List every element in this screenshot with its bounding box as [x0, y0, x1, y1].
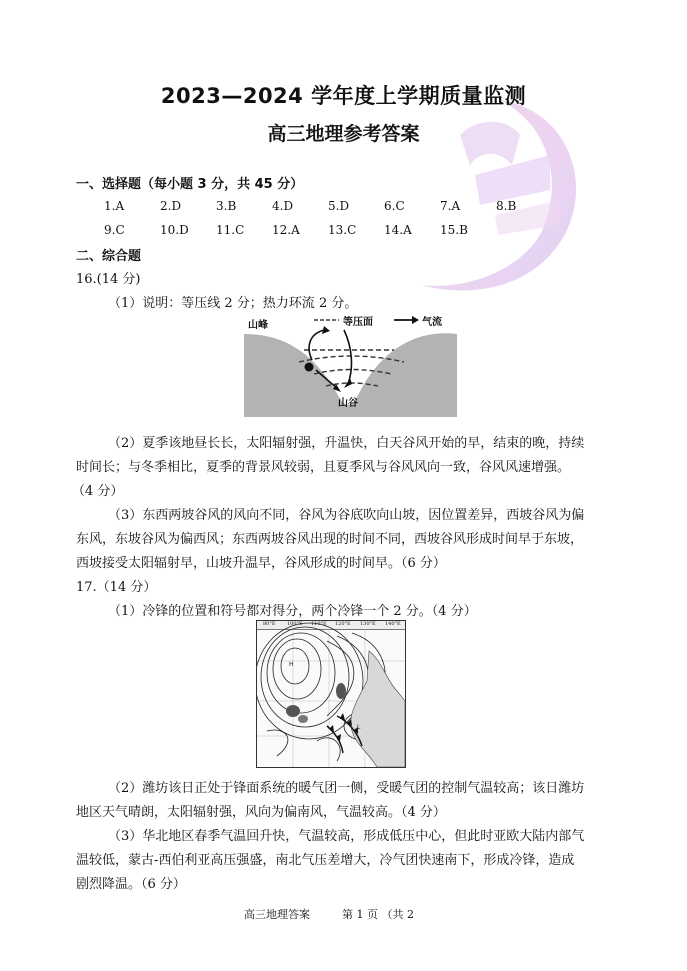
answer-6: 6.C — [384, 199, 405, 213]
answer-5: 5.D — [328, 199, 350, 213]
map-label-100e: 100°E — [287, 621, 303, 627]
airflow-label: 气流 — [422, 317, 442, 328]
peak-label: 山峰 — [248, 320, 268, 331]
answer-14: 14.A — [384, 223, 412, 237]
footer-page-number: 第 1 页 （共 2 — [342, 908, 414, 921]
answer-7: 7.A — [440, 199, 461, 213]
svg-text:L: L — [357, 724, 361, 731]
q16-p3-line2: 东风，东坡谷风为偏西风；东西两坡谷风出现的时间不同，西坡谷风形成时间早于东坡， — [76, 532, 584, 547]
q17-p3-line2: 温较低，蒙古-西伯利亚高压强盛，南北气压差增大，冷气团快速南下，形成冷锋，造成 — [76, 853, 575, 868]
q16-p3-line3: 西坡接受太阳辐射早，山坡升温早，谷风形成的时间早。（6 分） — [76, 556, 446, 571]
answer-8: 8.B — [496, 199, 517, 213]
q17-p3-line1: （3）华北地区春季气温回升快，气温较高，形成低压中心，但此时亚欧大陆内部气 — [108, 829, 585, 844]
answer-9: 9.C — [104, 223, 125, 237]
footer-title: 高三地理答案 — [244, 908, 310, 921]
q16-header: 16.(14 分) — [76, 272, 141, 287]
svg-text:H: H — [289, 661, 294, 668]
answer-11: 11.C — [216, 223, 245, 237]
map-label-130e: 130°E — [360, 621, 376, 627]
q16-p2-line1: （2）夏季该地昼长长，太阳辐射强，升温快，白天谷风开始的早，结束的晚，持续 — [108, 436, 585, 451]
map-label-140e: 140°E — [385, 621, 401, 627]
q17-p3-line3: 剧烈降温。（6 分） — [76, 877, 186, 892]
answer-2: 2.D — [160, 199, 182, 213]
q17-header: 17.（14 分） — [76, 580, 157, 595]
map-label-120e: 120°E — [335, 621, 351, 627]
weather-map — [256, 620, 406, 768]
valley-breeze-diagram — [244, 312, 457, 417]
page-title: 2023—2024 学年度上学期质量监测 — [160, 84, 527, 108]
answer-3: 3.B — [216, 199, 237, 213]
map-label-80e: 80°E — [263, 621, 276, 627]
page-subtitle: 高三地理参考答案 — [267, 123, 420, 145]
isobar-label: 等压面 — [343, 317, 373, 328]
q17-p1: （1）冷锋的位置和符号都对得分，两个冷锋一个 2 分。（4 分） — [108, 604, 477, 619]
answer-10: 10.D — [160, 223, 189, 237]
valley-label: 山谷 — [338, 398, 358, 409]
q16-p3-line1: （3）东西两坡谷风的风向不同，谷风为谷底吹向山坡，因位置差异，西坡谷风为偏 — [108, 508, 585, 523]
answer-1: 1.A — [104, 199, 125, 213]
q17-p2-line2: 地区天气晴朗，太阳辐射强，风向为偏南风，气温较高。（4 分） — [76, 805, 446, 820]
answer-12: 12.A — [272, 223, 300, 237]
q16-p2-line2: 时间长；与冬季相比，夏季的背景风较弱，且夏季风与谷风风向一致，谷风风速增强。 — [76, 460, 571, 475]
answer-4: 4.D — [272, 199, 294, 213]
section2-heading: 二、综合题 — [76, 249, 142, 264]
q16-p2-line3: （4 分） — [72, 484, 124, 499]
section1-heading: 一、选择题（每小题 3 分，共 45 分） — [76, 177, 304, 192]
answer-15: 15.B — [440, 223, 468, 237]
q17-p2-line1: （2）潍坊该日正处于锋面系统的暖气团一侧，受暖气团的控制气温较高；该日潍坊 — [108, 781, 585, 796]
map-label-110e: 110°E — [311, 621, 327, 627]
q16-p1: （1）说明：等压线 2 分；热力环流 2 分。 — [108, 296, 358, 311]
answer-13: 13.C — [328, 223, 357, 237]
